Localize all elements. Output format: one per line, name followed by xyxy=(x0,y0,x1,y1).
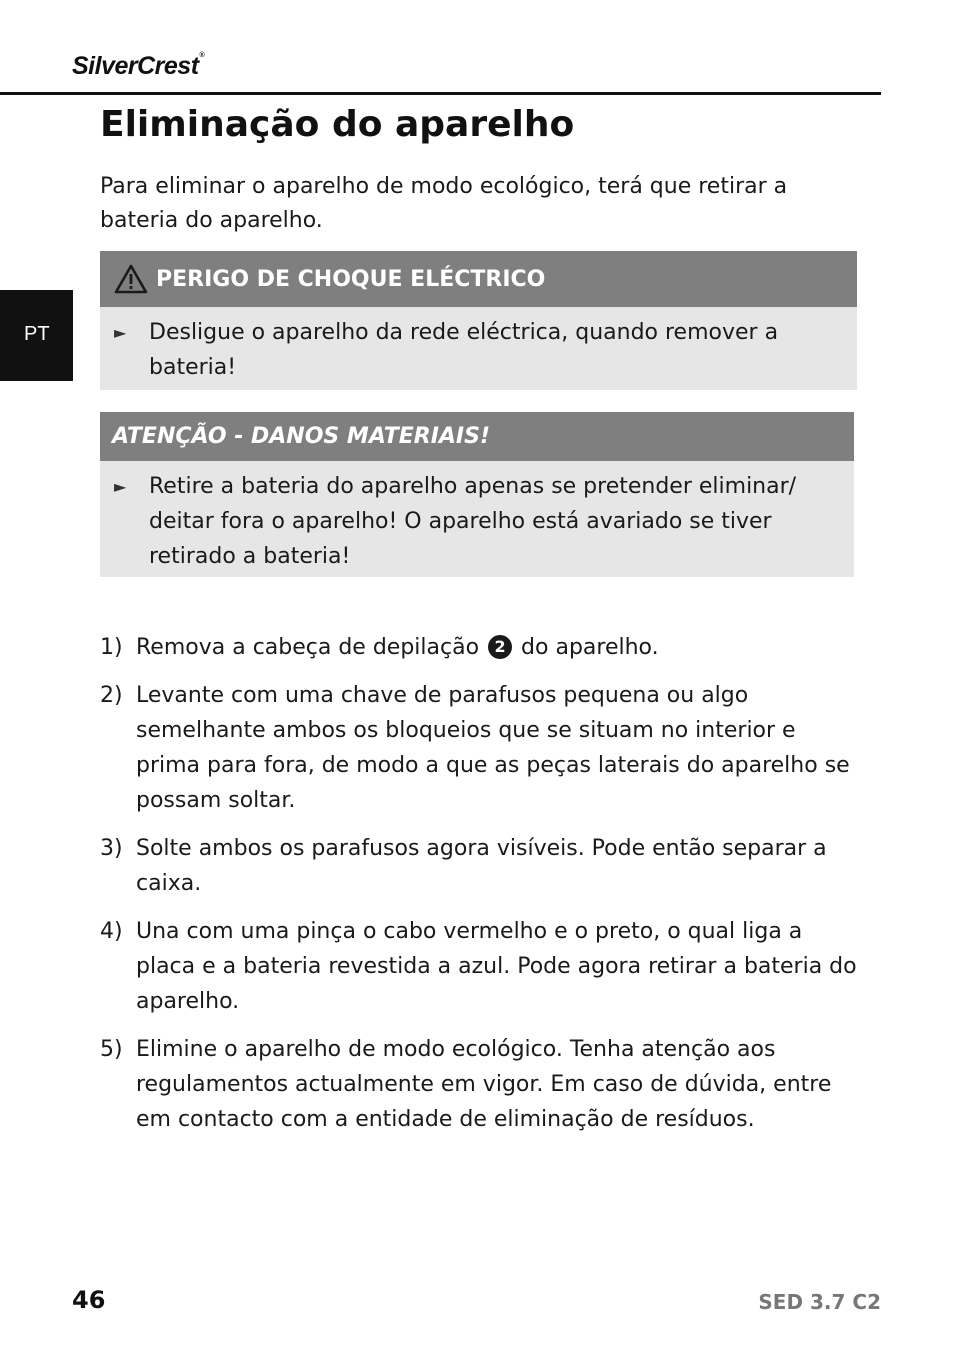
step-number: 5) xyxy=(100,1037,123,1062)
step-item xyxy=(100,831,860,901)
bullet-arrow-icon: ► xyxy=(114,477,127,496)
step-text: Elimine o aparelho de modo ecológico. Tenha atenção aos regulamentos actualmente em vigor. Em caso de dúvida, entre em contacto com a entidade de eliminação de resíduos. xyxy=(136,1037,832,1132)
intro-paragraph: Para eliminar o aparelho de modo ecológico, terá que retirar a bateria do aparelho. xyxy=(100,174,788,233)
step-item xyxy=(100,1032,860,1137)
danger-bullet-text: Desligue o aparelho da rede eléctrica, quando remover a bateria! xyxy=(149,320,779,380)
step-number: 2) xyxy=(100,683,123,708)
caution-box xyxy=(100,412,854,577)
danger-bullet xyxy=(100,307,857,393)
header-rule xyxy=(0,92,881,95)
steps-list xyxy=(100,630,860,1150)
step-item xyxy=(100,630,860,665)
step-text: Levante com uma chave de parafusos pequena ou algo semelhante ambos os bloqueios que se situam no interior e prima para fora, de modo a que as peças laterais do aparelho se possam soltar. xyxy=(136,683,850,813)
danger-box xyxy=(100,251,857,390)
warning-triangle-icon xyxy=(114,264,148,294)
step-number: 4) xyxy=(100,919,123,944)
step-item xyxy=(100,914,860,1019)
model-number: SED 3.7 C2 xyxy=(758,1290,881,1314)
brand-logo: SilverCrest® xyxy=(72,52,205,80)
language-label: PT xyxy=(24,323,50,345)
step-text: Solte ambos os parafusos agora visíveis. Pode então separar a caixa. xyxy=(136,836,827,896)
language-tab xyxy=(0,290,73,381)
caution-heading xyxy=(100,412,854,461)
danger-heading-text: PERIGO DE CHOQUE ELÉCTRICO xyxy=(156,266,546,292)
page-number: 46 xyxy=(72,1286,106,1314)
caution-bullet xyxy=(100,461,854,582)
step-number: 1) xyxy=(100,635,123,660)
step-text: Remova a cabeça de depilação 2 do aparelho. xyxy=(136,635,659,660)
step-text: Una com uma pinça o cabo vermelho e o preto, o qual liga a placa e a bateria revestida a azul. Pode agora retirar a bateria do aparelho. xyxy=(136,919,857,1014)
bullet-arrow-icon: ► xyxy=(114,323,127,342)
caution-bullet-text: Retire a bateria do aparelho apenas se pretender eliminar/ deitar fora o aparelho! O aparelho está avariado se tiver retirado a bateria! xyxy=(149,474,797,569)
part-reference-badge: 2 xyxy=(488,635,512,659)
page-title: Eliminação do aparelho xyxy=(100,104,575,145)
step-number: 3) xyxy=(100,836,123,861)
danger-heading xyxy=(100,251,857,307)
caution-heading-text: ATENÇÃO - DANOS MATERIAIS! xyxy=(112,424,490,449)
step-item xyxy=(100,678,860,818)
